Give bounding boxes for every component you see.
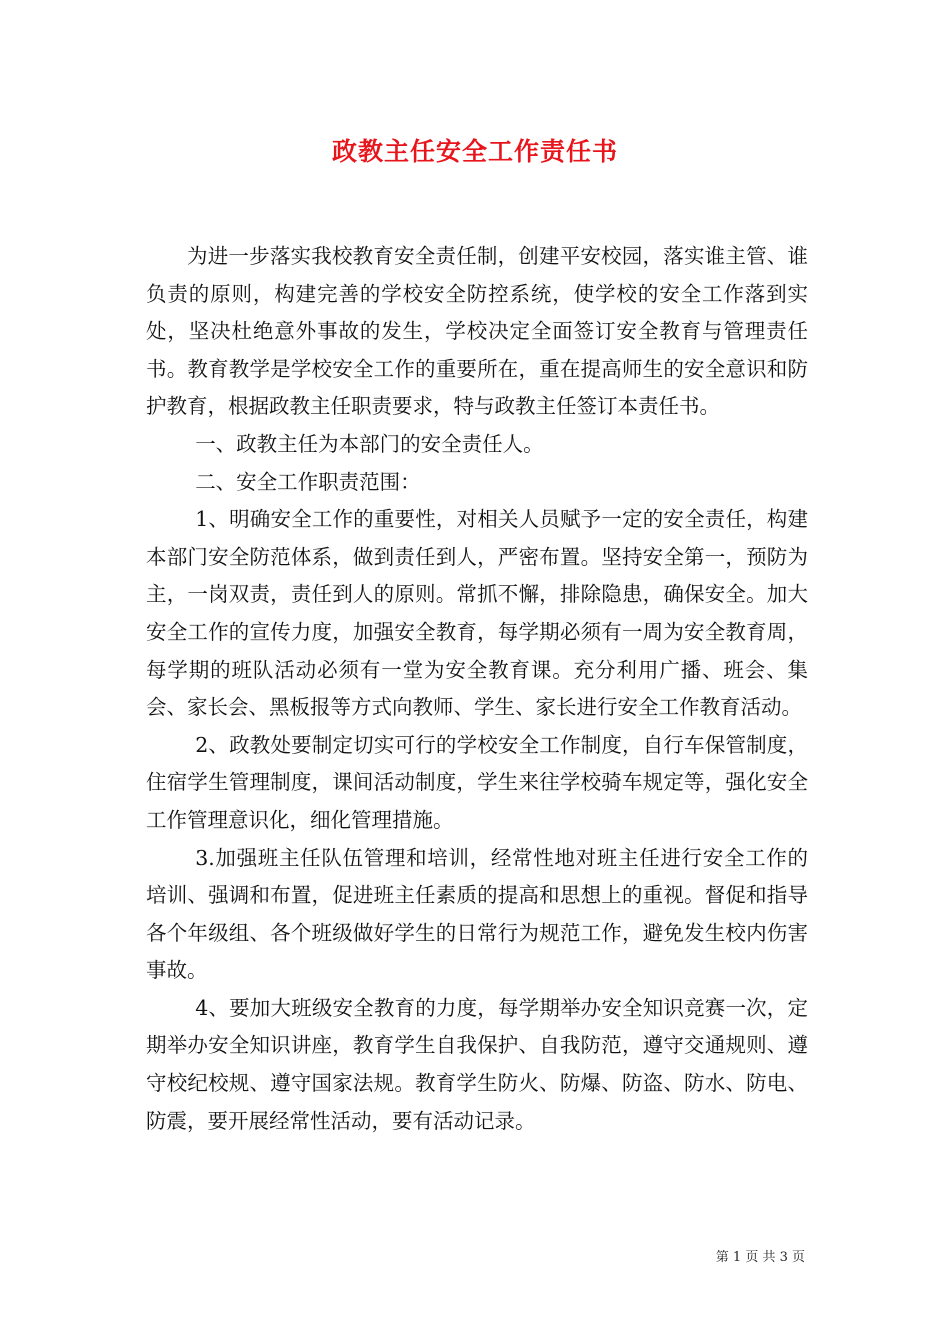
duty-item-4: 4、要加大班级安全教育的力度，每学期举办安全知识竞赛一次，定期举办安全知识讲座，教育学生自我保护、自我防范，遵守交通规则、遵守校纪校规、遵守国家法规。教育学生防火、防爆、防盗、防水、防电、防震，要开展经常性活动，要有活动记录。 xyxy=(146,995,808,1133)
document-body xyxy=(146,238,808,1140)
duty-item-1: 1、明确安全工作的重要性，对相关人员赋予一定的安全责任，构建本部门安全防范体系，做到责任到人，严密布置。坚持安全第一，预防为主，一岗双责，责任到人的原则。常抓不懈，排除隐患，确保安全。加大安全工作的宣传力度，加强安全教育，每学期必须有一周为安全教育周，每学期的班队活动必须有一堂为安全教育课。充分利用广播、班会、集会、家长会、黑板报等方式向教师、学生、家长进行安全工作教育活动。 xyxy=(146,507,808,720)
document-title: 政教主任安全工作责任书 xyxy=(331,137,618,166)
section-two-heading: 二、安全工作职责范围： xyxy=(195,469,421,494)
page-number: 第 1 页 共 3 页 xyxy=(715,1250,805,1265)
intro-paragraph: 为进一步落实我校教育安全责任制，创建平安校园，落实谁主管、谁负责的原则，构建完善的学校安全防控系统，使学校的安全工作落到实处，坚决杜绝意外事故的发生，学校决定全面签订安全教育与管理责任书。教育教学是学校安全工作的重要所在，重在提高师生的安全意识和防护教育，根据政教主任职责要求，特与政教主任签订本责任书。 xyxy=(146,244,808,419)
section-one-heading: 一、政教主任为本部门的安全责任人。 xyxy=(195,431,544,456)
duty-item-3: 3.加强班主任队伍管理和培训，经常性地对班主任进行安全工作的培训、强调和布置，促进班主任素质的提高和思想上的重视。督促和指导各个年级组、各个班级做好学生的日常行为规范工作，避免发生校内伤害事故。 xyxy=(146,845,808,983)
duty-item-2: 2、政教处要制定切实可行的学校安全工作制度，自行车保管制度，住宿学生管理制度，课间活动制度，学生来往学校骑车规定等，强化安全工作管理意识化，细化管理措施。 xyxy=(146,732,808,832)
